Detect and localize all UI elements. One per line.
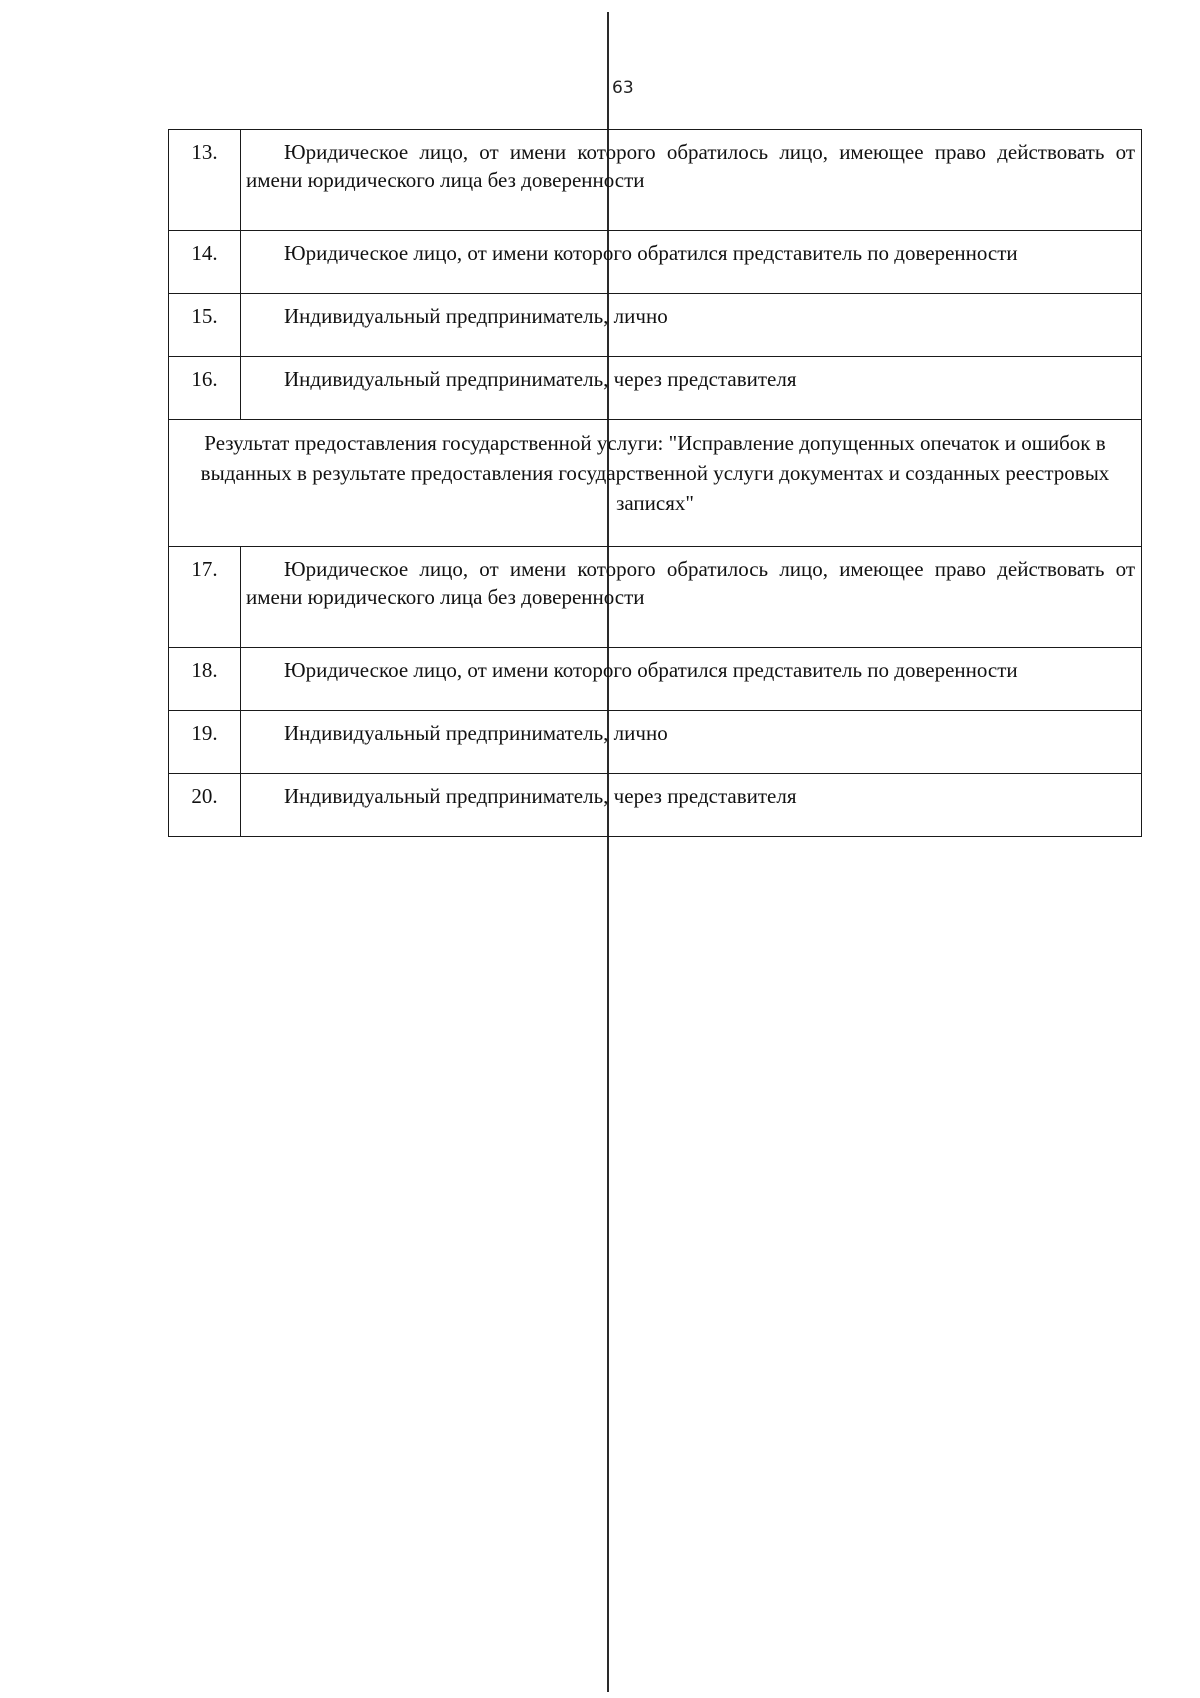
- applicant-category-table: [168, 129, 1142, 837]
- table-row: [169, 648, 1142, 711]
- table-row: [169, 774, 1142, 837]
- row-text: Индивидуальный предприниматель, через представителя: [284, 784, 797, 808]
- row-number: 20.: [169, 774, 241, 837]
- row-number: 16.: [169, 357, 241, 420]
- row-text: Индивидуальный предприниматель, через представителя: [284, 367, 797, 391]
- row-number: 19.: [169, 711, 241, 774]
- row-number: 14.: [169, 231, 241, 294]
- table-row: [169, 711, 1142, 774]
- section-header: Результат предоставления государственной услуги: "Исправление допущенных опечаток и ошибок в выданных в результате предоставления государственной услуги документах и созданных реестровых записях": [169, 420, 1142, 547]
- section-header-row: [169, 420, 1142, 547]
- row-text: Юридическое лицо, от имени которого обратилось лицо, имеющее право действовать от имени юридического лица без доверенности: [246, 140, 1135, 192]
- row-text: Юридическое лицо, от имени которого обратился представитель по доверенности: [284, 658, 1018, 682]
- page-number: 63: [612, 78, 634, 98]
- row-text: Юридическое лицо, от имени которого обратился представитель по доверенности: [284, 241, 1018, 265]
- row-text: Юридическое лицо, от имени которого обратилось лицо, имеющее право действовать от имени юридического лица без доверенности: [246, 557, 1135, 609]
- table-row: [169, 130, 1142, 231]
- row-number: 13.: [169, 130, 241, 231]
- row-number: 18.: [169, 648, 241, 711]
- table-row: [169, 547, 1142, 648]
- row-number: 17.: [169, 547, 241, 648]
- row-text: Индивидуальный предприниматель, лично: [284, 721, 668, 745]
- table-row: [169, 231, 1142, 294]
- row-number: 15.: [169, 294, 241, 357]
- table-row: [169, 357, 1142, 420]
- table-row: [169, 294, 1142, 357]
- row-text: Индивидуальный предприниматель, лично: [284, 304, 668, 328]
